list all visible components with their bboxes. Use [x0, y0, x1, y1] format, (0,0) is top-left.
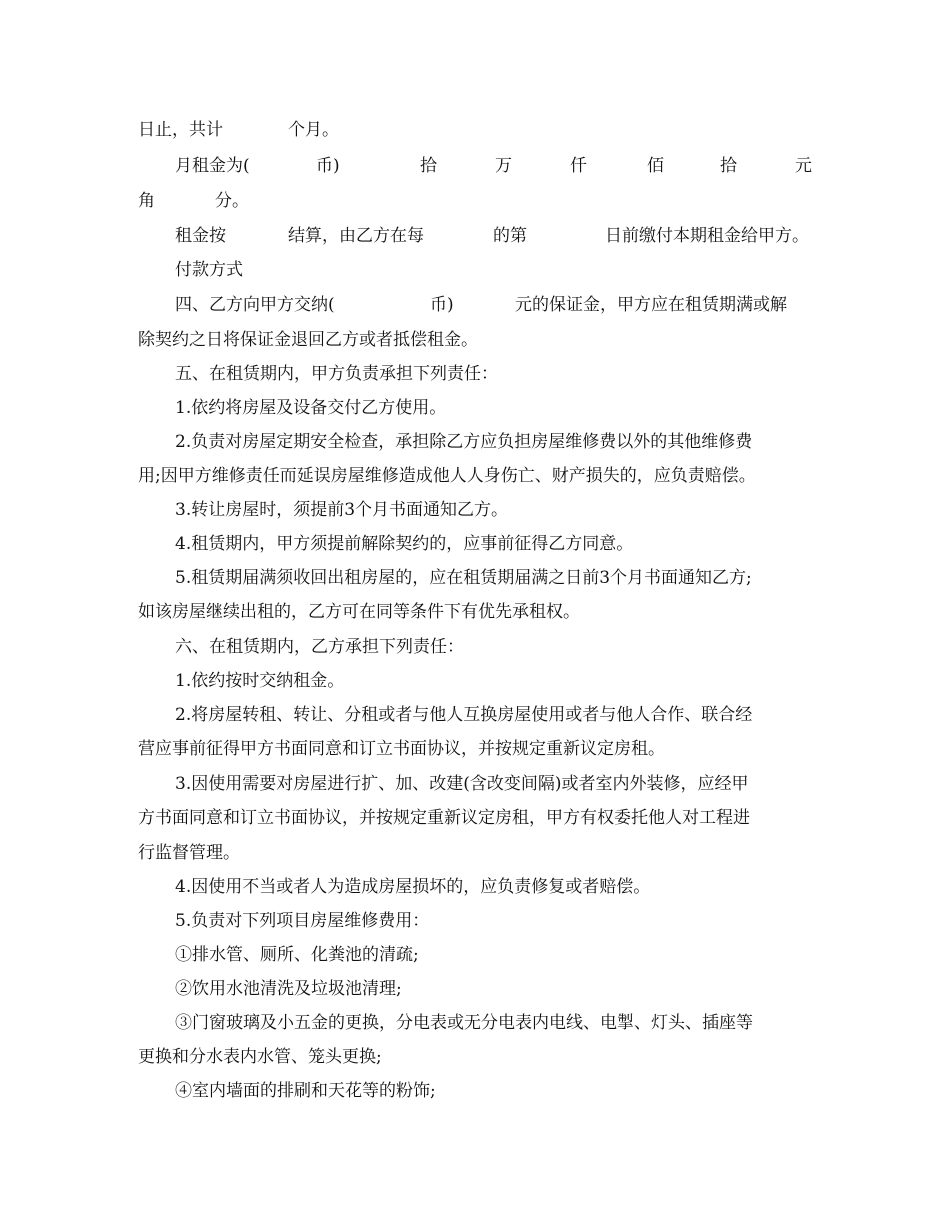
text-segment: 仟	[570, 156, 587, 176]
text-segment: 的第	[493, 226, 527, 246]
text-segment: 拾	[720, 156, 737, 176]
text-line: 营应事前征得甲方书面同意和订立书面协议，并按规定重新议定房租。	[138, 739, 665, 759]
text-line: 1.依约按时交纳租金。	[175, 671, 345, 691]
text-line: 4.租赁期内，甲方须提前解除契约的，应事前征得乙方同意。	[175, 534, 634, 554]
text-line: 5.租赁期届满须收回出租房屋的，应在租赁期届满之日前3个月书面通知乙方;	[175, 568, 752, 588]
text-segment: 万	[495, 156, 512, 176]
text-segment: 分。	[215, 191, 249, 211]
text-line: 4.因使用不当或者人为造成房屋损坏的，应负责修复或者赔偿。	[175, 877, 651, 897]
text-line: 除契约之日将保证金退回乙方或者抵偿租金。	[138, 330, 478, 350]
text-segment: 币)	[316, 156, 340, 176]
text-segment: 日止，共计	[138, 120, 223, 140]
text-segment: 角	[138, 191, 155, 211]
text-line: 用;因甲方维修责任而延误房屋维修造成他人人身伤亡、财产损失的，应负责赔偿。	[138, 466, 756, 486]
text-line: ③门窗玻璃及小五金的更换，分电表或无分电表内电线、电掣、灯头、插座等	[175, 1013, 753, 1033]
text-line	[175, 155, 818, 177]
text-segment: 结算，由乙方在每	[288, 226, 424, 246]
text-segment: 四、乙方向甲方交纳(	[175, 295, 335, 315]
text-segment: 日前缴付本期租金给甲方。	[605, 226, 809, 246]
text-line: 行监督管理。	[138, 843, 240, 863]
text-segment: 月租金为(	[175, 156, 250, 176]
text-line: ①排水管、厕所、化粪池的清疏;	[175, 945, 419, 965]
text-line	[138, 190, 818, 212]
text-line: 更换和分水表内水管、笼头更换;	[138, 1047, 382, 1067]
text-segment: 个月。	[288, 120, 339, 140]
text-segment: 租金按	[175, 226, 226, 246]
text-segment: 佰	[647, 156, 664, 176]
text-line: 1.依约将房屋及设备交付乙方使用。	[175, 398, 447, 418]
text-line: 3.因使用需要对房屋进行扩、加、改建(含改变间隔)或者室内外装修，应经甲	[175, 774, 749, 794]
text-line	[175, 225, 818, 247]
text-line	[138, 119, 818, 141]
text-line: 付款方式	[175, 260, 243, 280]
text-line: 3.转让房屋时，须提前3个月书面通知乙方。	[175, 500, 509, 520]
text-line: 五、在租赁期内，甲方负责承担下列责任：	[175, 364, 498, 384]
text-line: 六、在租赁期内，乙方承担下列责任：	[175, 637, 464, 657]
text-segment: 元	[795, 156, 812, 176]
text-line	[175, 294, 818, 316]
text-line: ④室内墙面的排刷和天花等的粉饰;	[175, 1081, 436, 1101]
text-line: 2.负责对房屋定期安全检查，承担除乙方应负担房屋维修费以外的其他维修费	[175, 432, 753, 452]
text-line: 方书面同意和订立书面协议，并按规定重新议定房租，甲方有权委托他人对工程进	[138, 808, 750, 828]
text-segment: 拾	[420, 156, 437, 176]
text-line: 2.将房屋转租、转让、分租或者与他人互换房屋使用或者与他人合作、联合经	[175, 705, 753, 725]
text-segment: 元的保证金，甲方应在租赁期满或解	[515, 295, 787, 315]
text-line: 5.负责对下列项目房屋维修费用：	[175, 911, 430, 931]
text-line: 如该房屋继续出租的，乙方可在同等条件下有优先承租权。	[138, 602, 580, 622]
text-line: ②饮用水池清洗及垃圾池清理;	[175, 979, 402, 999]
text-segment: 币)	[430, 295, 454, 315]
